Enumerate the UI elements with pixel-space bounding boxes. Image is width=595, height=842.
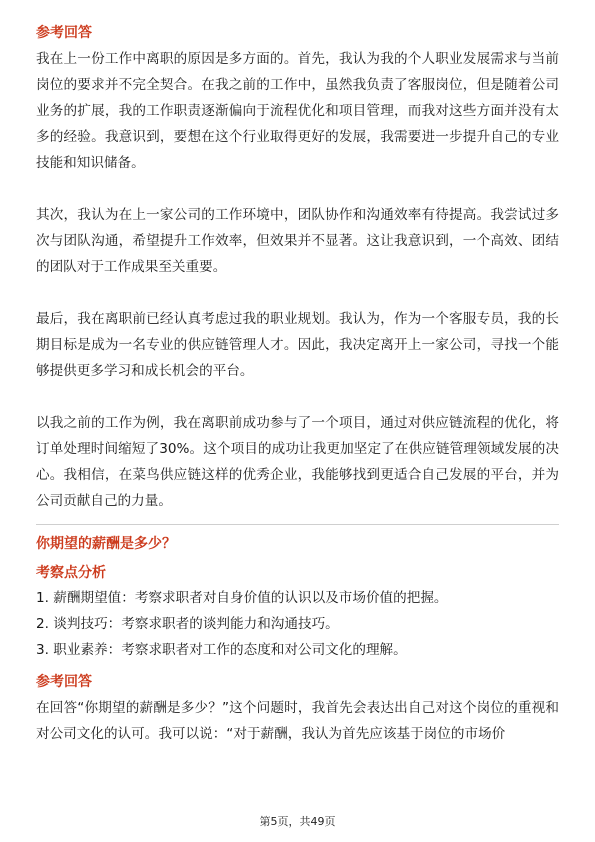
answer-paragraph-3: 最后，我在离职前已经认真考虑过我的职业规划。我认为，作为一个客服专员，我的长期目标是成为一名专业的供应链管理人才。因此，我决定离开上一家公司，寻找一个能够提供更多学习和成长机会的平台。 — [36, 311, 559, 379]
answer-paragraph-1: 我在上一份工作中离职的原因是多方面的。首先，我认为我的个人职业发展需求与当前岗位的要求并不完全契合。在我之前的工作中，虽然我负责了客服岗位，但是随着公司业务的扩展，我的工作职责逐渐偏向于流程优化和项目管理，而我对这些方面并没有太多的经验。我意识到，要想在这个行业取得更好的发展，我需要进一步提升自己的专业技能和知识储备。 — [36, 51, 559, 171]
document-page — [36, 0, 559, 747]
answer-paragraph-2: 其次，我认为在上一家公司的工作环境中，团队协作和沟通效率有待提高。我尝试过多次与团队沟通，希望提升工作效率，但效果并不显著。这让我意识到，一个高效、团结的团队对于工作成果至关重要。 — [36, 207, 559, 275]
analysis-item-3: 3. 职业素养：考察求职者对工作的态度和对公司文化的理解。 — [36, 642, 407, 658]
page-number: 第5页，共49页 — [259, 815, 336, 828]
reference-answer-heading-2: 参考回答 — [36, 674, 92, 690]
reference-answer-heading: 参考回答 — [36, 25, 92, 41]
analysis-heading: 考察点分析 — [36, 565, 106, 581]
answer-paragraph-5: 在回答“你期望的薪酬是多少？”这个问题时，我首先会表达出自己对这个岗位的重视和对公司文化的认可。我可以说：“对于薪酬，我认为首先应该基于岗位的市场价 — [36, 700, 559, 742]
answer-paragraph-4: 以我之前的工作为例，我在离职前成功参与了一个项目，通过对供应链流程的优化，将订单处理时间缩短了30%。这个项目的成功让我更加坚定了在供应链管理领域发展的决心。我相信，在菜鸟供应链这样的优秀企业，我能够找到更适合自己发展的平台，并为公司贡献自己的力量。 — [36, 415, 559, 509]
analysis-item-2: 2. 谈判技巧：考察求职者的谈判能力和沟通技巧。 — [36, 616, 339, 632]
analysis-item-1: 1. 薪酬期望值：考察求职者对自身价值的认识以及市场价值的把握。 — [36, 590, 448, 606]
question-title: 你期望的薪酬是多少？ — [36, 536, 176, 552]
